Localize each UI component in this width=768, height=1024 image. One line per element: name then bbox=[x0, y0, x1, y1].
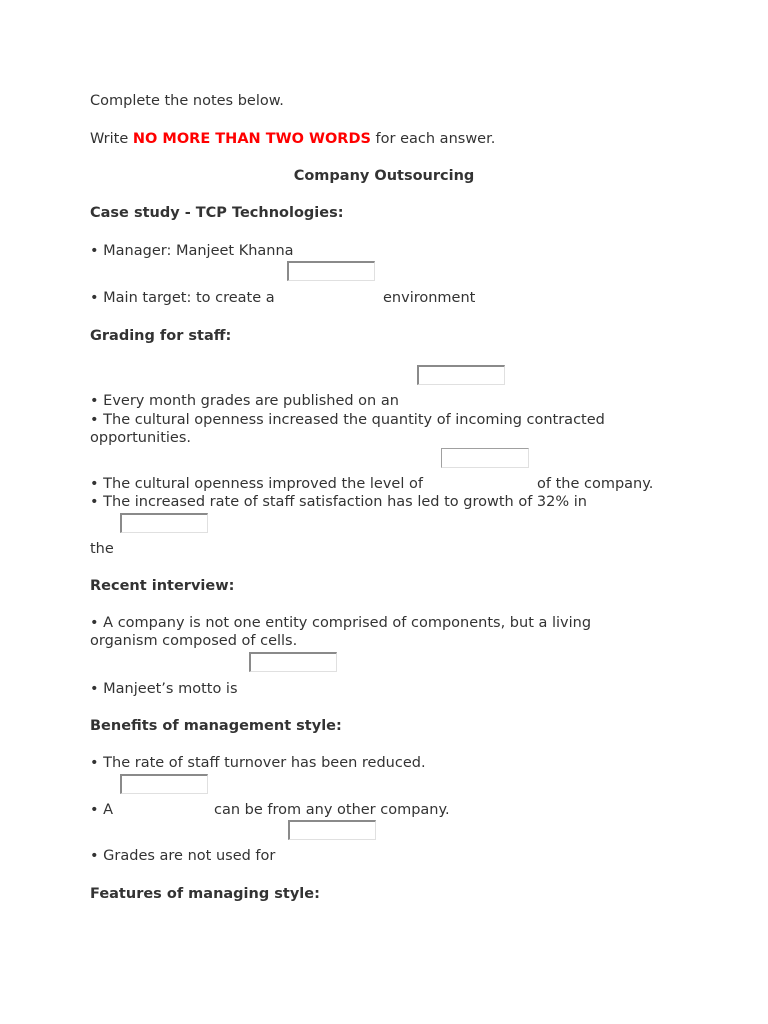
word-limit-prefix: Write bbox=[90, 131, 133, 147]
word-limit-emphasis: NO MORE THAN TWO WORDS bbox=[132, 131, 371, 147]
word-limit-suffix: for each answer. bbox=[370, 131, 496, 147]
answer-input-7[interactable] bbox=[288, 820, 376, 840]
satisfaction-end: the bbox=[90, 541, 114, 557]
notes-title: Company Outsourcing bbox=[293, 168, 475, 184]
instructions-complete: Complete the notes below. bbox=[90, 93, 284, 109]
answer-input-6[interactable] bbox=[120, 774, 208, 794]
openness-quantity-note: • The cultural openness increased the quantity of incoming contracted opportunities. bbox=[90, 412, 605, 446]
benefits-heading: Benefits of management style: bbox=[90, 718, 342, 734]
answer-input-4[interactable] bbox=[120, 513, 208, 533]
grades-published-note: • Every month grades are published on an bbox=[90, 393, 399, 409]
satisfaction-note: • The increased rate of staff satisfaction has led to growth of 32% in bbox=[90, 494, 587, 510]
motto-note: • Manjeet’s motto is bbox=[90, 681, 238, 697]
answer-input-2[interactable] bbox=[417, 365, 505, 385]
organism-note: • A company is not one entity comprised of components, but a living organism composed of cells. bbox=[90, 615, 592, 649]
grades-not-used-note: • Grades are not used for bbox=[90, 848, 276, 864]
interview-heading: Recent interview: bbox=[90, 578, 235, 594]
answer-input-1[interactable] bbox=[287, 261, 375, 281]
any-company-suffix: can be from any other company. bbox=[214, 802, 450, 818]
answer-input-3[interactable] bbox=[441, 448, 529, 468]
case-study-heading: Case study - TCP Technologies: bbox=[90, 205, 344, 221]
features-heading: Features of managing style: bbox=[90, 886, 320, 902]
answer-input-5[interactable] bbox=[249, 652, 337, 672]
main-target-prefix: • Main target: to create a bbox=[90, 290, 275, 306]
turnover-note: • The rate of staff turnover has been reduced. bbox=[90, 755, 426, 771]
openness-level-suffix: of the company. bbox=[537, 476, 654, 492]
manager-note: • Manager: Manjeet Khanna bbox=[90, 243, 294, 259]
main-target-suffix: environment bbox=[383, 290, 476, 306]
instructions-word-limit bbox=[90, 130, 495, 148]
any-company-prefix: • A bbox=[90, 802, 114, 818]
grading-heading: Grading for staff: bbox=[90, 328, 232, 344]
openness-level-prefix: • The cultural openness improved the level of bbox=[90, 476, 423, 492]
